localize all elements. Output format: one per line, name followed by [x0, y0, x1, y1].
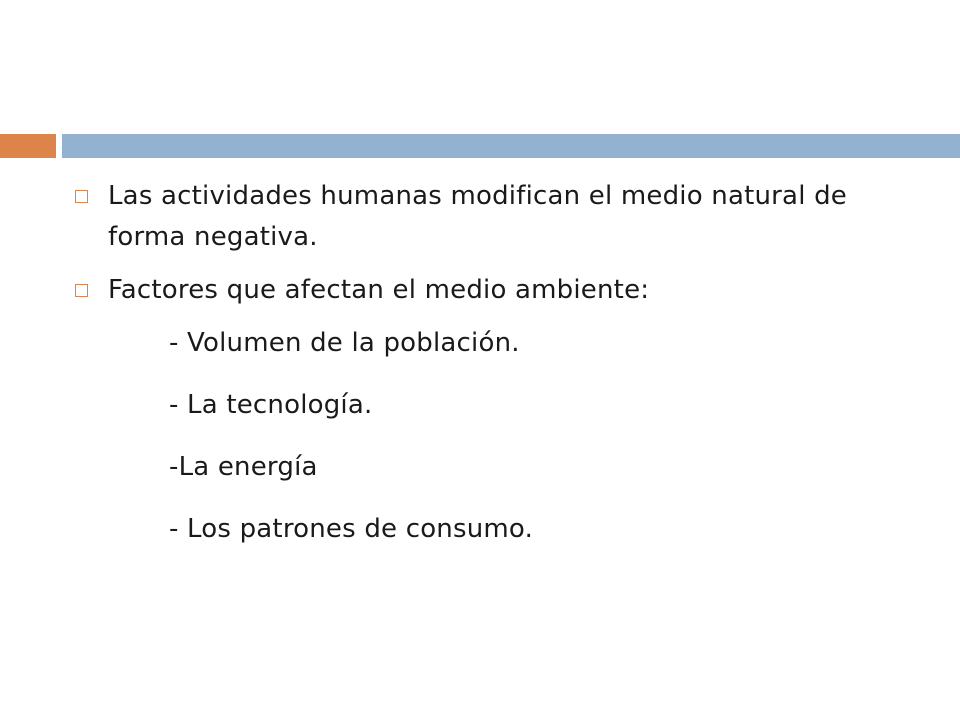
bullet-text: Las actividades humanas modifican el medio natural de forma negativa.	[108, 181, 847, 252]
sub-list-item: - Los patrones de consumo.	[169, 514, 534, 544]
sub-list-item: - La tecnología.	[169, 390, 373, 420]
bullet-text: Factores que afectan el medio ambiente:	[108, 275, 650, 305]
accent-bar-blue	[62, 134, 960, 158]
slide-body	[0, 176, 960, 550]
bullet-item	[0, 270, 960, 311]
square-bullet-icon	[75, 190, 88, 203]
sub-list-item: -La energía	[169, 452, 318, 482]
square-bullet-icon	[75, 284, 88, 297]
accent-bar-orange	[0, 134, 56, 158]
sub-list-item: - Volumen de la población.	[169, 328, 520, 358]
bullet-item	[0, 176, 960, 258]
sub-list	[0, 323, 960, 550]
